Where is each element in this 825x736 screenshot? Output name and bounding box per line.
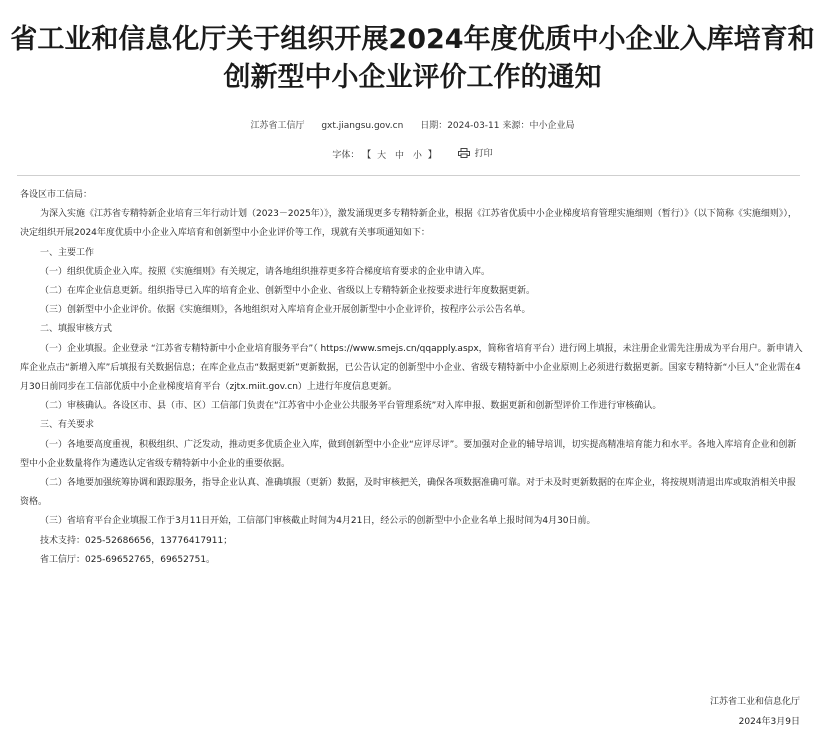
- tech-support-contact: 技术支持：025-52686656，13776417911；: [40, 535, 233, 546]
- paragraph-1-3: （三）创新型中小企业评价。依据《实施细则》，各地组织对入库培育企业开展创新型中小企业评价，按程序公示公告名单。: [40, 305, 531, 316]
- section-heading-1: 一、主要工作: [40, 247, 95, 258]
- section-heading-3: 三、有关要求: [40, 420, 95, 431]
- page-title-line-1: 省工业和信息化厅关于组织开展2024年度优质中小企业入库培育和: [10, 24, 815, 55]
- page-title-line-2: 创新型中小企业评价工作的通知: [223, 62, 602, 93]
- print-button[interactable]: [458, 146, 493, 159]
- paragraph-3-1: （一）各地要高度重视，积极组织、广泛发动，推动更多优质企业入库，做到创新型中小企业“应评尽评”。要加强对企业的辅导培训，切实提高精准培育能力和水平。各地入库培育企业和创新型中小企业数量将作为遴选认定省级专精特新中小企业的重要依据。: [20, 439, 797, 469]
- paragraph-2-2: （二）审核确认。各设区市、县（市、区）工信部门负责在“江苏省中小企业公共服务平台管理系统”对入库申报、数据更新和创新型评价工作进行审核确认。: [40, 401, 662, 412]
- bracket-open: 【: [362, 150, 372, 161]
- intro-paragraph: 为深入实施《江苏省专精特新企业培育三年行动计划（2023－2025年）》，激发涌现更多专精特新企业，根据《江苏省优质中小企业梯度培育管理实施细则（暂行）》（以下简称《实施细则》），决定组织开展2024年度优质中小企业入库培育和创新型中小企业评价等工作，现就有关事项通知如下：: [20, 209, 797, 239]
- paragraph-3-3: （三）省培育平台企业填报工作于3月11日开始，工信部门审核截止时间为4月21日，经公示的创新型中小企业名单上报时间为4月30日前。: [40, 516, 596, 527]
- paragraph-2-1: （一）企业填报。企业登录 “江苏省专精特新中小企业培育服务平台”（ https://www.smejs.cn/qqapply.aspx，简称省培育平台）进行网上填报，未注册企业需先注册成为平台用户。新申请入库企业点击“新增入库”后填报有关数据信息；在库企业点击“数据更新”更新数据，已公告认定的创新型中小企业、省级专精特新中小企业原则上必须进行数据更新。国家专精特新“小巨人”企业需在4月30日前同步在工信部优质中小企业梯度培育平台（zjtx.miit.gov.cn）上进行年度信息更新。: [20, 343, 803, 393]
- meta-date: 日期：2024-03-11: [420, 121, 500, 131]
- print-label: 打印: [474, 149, 493, 159]
- font-large-button[interactable]: 大: [377, 150, 387, 161]
- meta-source: 江苏省工信厅: [250, 121, 305, 131]
- article-body: [20, 186, 803, 570]
- meta-site: gxt.jiangsu.gov.cn: [321, 121, 404, 131]
- meta-origin: 来源：中小企业局: [502, 121, 575, 131]
- paragraph-1-2: （二）在库企业信息更新。组织指导已入库的培育企业、创新型中小企业、省级以上专精特新企业按要求进行年度数据更新。: [40, 286, 536, 297]
- addressee: 各设区市工信局：: [20, 190, 93, 200]
- signature-org: 江苏省工业和信息化厅: [709, 697, 800, 707]
- paragraph-3-2: （二）各地要加强统筹协调和跟踪服务，指导企业认真、准确填报（更新）数据，及时审核把关，确保各项数据准确可靠。对于未及时更新数据的在库企业，将按规则清退出库或取消相关申报资格。: [20, 478, 797, 508]
- font-medium-button[interactable]: 中: [394, 150, 404, 161]
- printer-icon: [458, 148, 470, 158]
- office-contact: 省工信厅：025-69652765，69652751。: [40, 554, 216, 565]
- paragraph-1-1: （一）组织优质企业入库。按照《实施细则》有关规定，请各地组织推荐更多符合梯度培育要求的企业申请入库。: [40, 266, 491, 277]
- bracket-close: 】: [427, 150, 437, 161]
- header-divider: [17, 175, 800, 176]
- signature-date: 2024年3月9日: [738, 717, 800, 727]
- section-heading-2: 二、填报审核方式: [40, 324, 113, 335]
- font-size-label: 字体：: [332, 150, 360, 161]
- font-size-bar: [0, 146, 825, 161]
- font-small-button[interactable]: 小: [412, 150, 422, 161]
- article-meta: [0, 118, 825, 131]
